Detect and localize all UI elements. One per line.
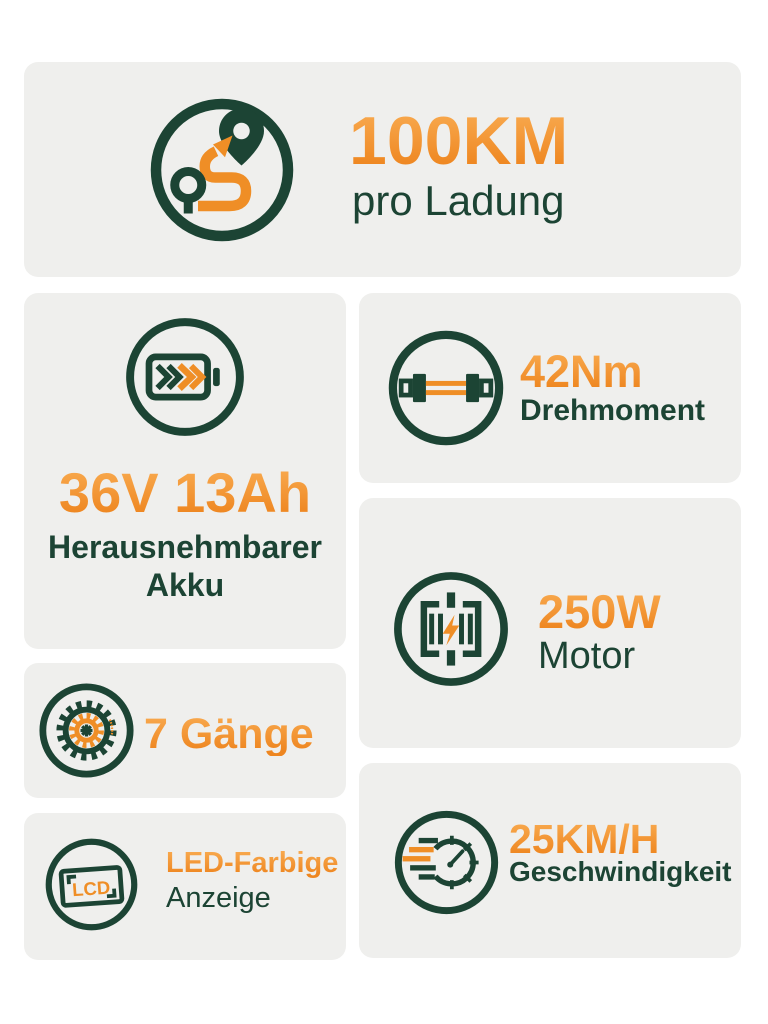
torque-value: 42Nm (520, 346, 643, 397)
gears-value: 7 Gänge (144, 710, 314, 758)
lcd-screen-icon (44, 837, 139, 932)
card-battery (24, 293, 346, 649)
motor-icon (392, 570, 510, 688)
lcd-screen-text: LCD (71, 876, 111, 901)
card-torque (359, 293, 741, 483)
display-label: Anzeige (166, 882, 271, 914)
range-label: pro Ladung (352, 177, 565, 224)
speed-value: 25KM/H (509, 816, 660, 862)
range-value: 100KM (349, 103, 569, 179)
battery-icon (124, 316, 246, 438)
motor-label: Motor (538, 635, 636, 677)
display-value: LED-Farbige (166, 847, 339, 879)
card-range (24, 62, 741, 277)
speedometer-icon (393, 809, 500, 916)
axle-icon (387, 329, 505, 447)
gear-icon (38, 682, 135, 779)
card-speed (359, 763, 741, 958)
route-icon (147, 95, 297, 245)
card-display (24, 813, 346, 960)
battery-label-line1: Herausnehmbarer (48, 529, 322, 565)
battery-value: 36V 13Ah (24, 465, 346, 521)
battery-label-line2: Akku (145, 567, 225, 603)
card-motor (359, 498, 741, 748)
speed-label: Geschwindigkeit (509, 856, 732, 887)
card-gears (24, 663, 346, 798)
motor-value: 250W (538, 585, 661, 638)
torque-label: Drehmoment (520, 394, 706, 427)
